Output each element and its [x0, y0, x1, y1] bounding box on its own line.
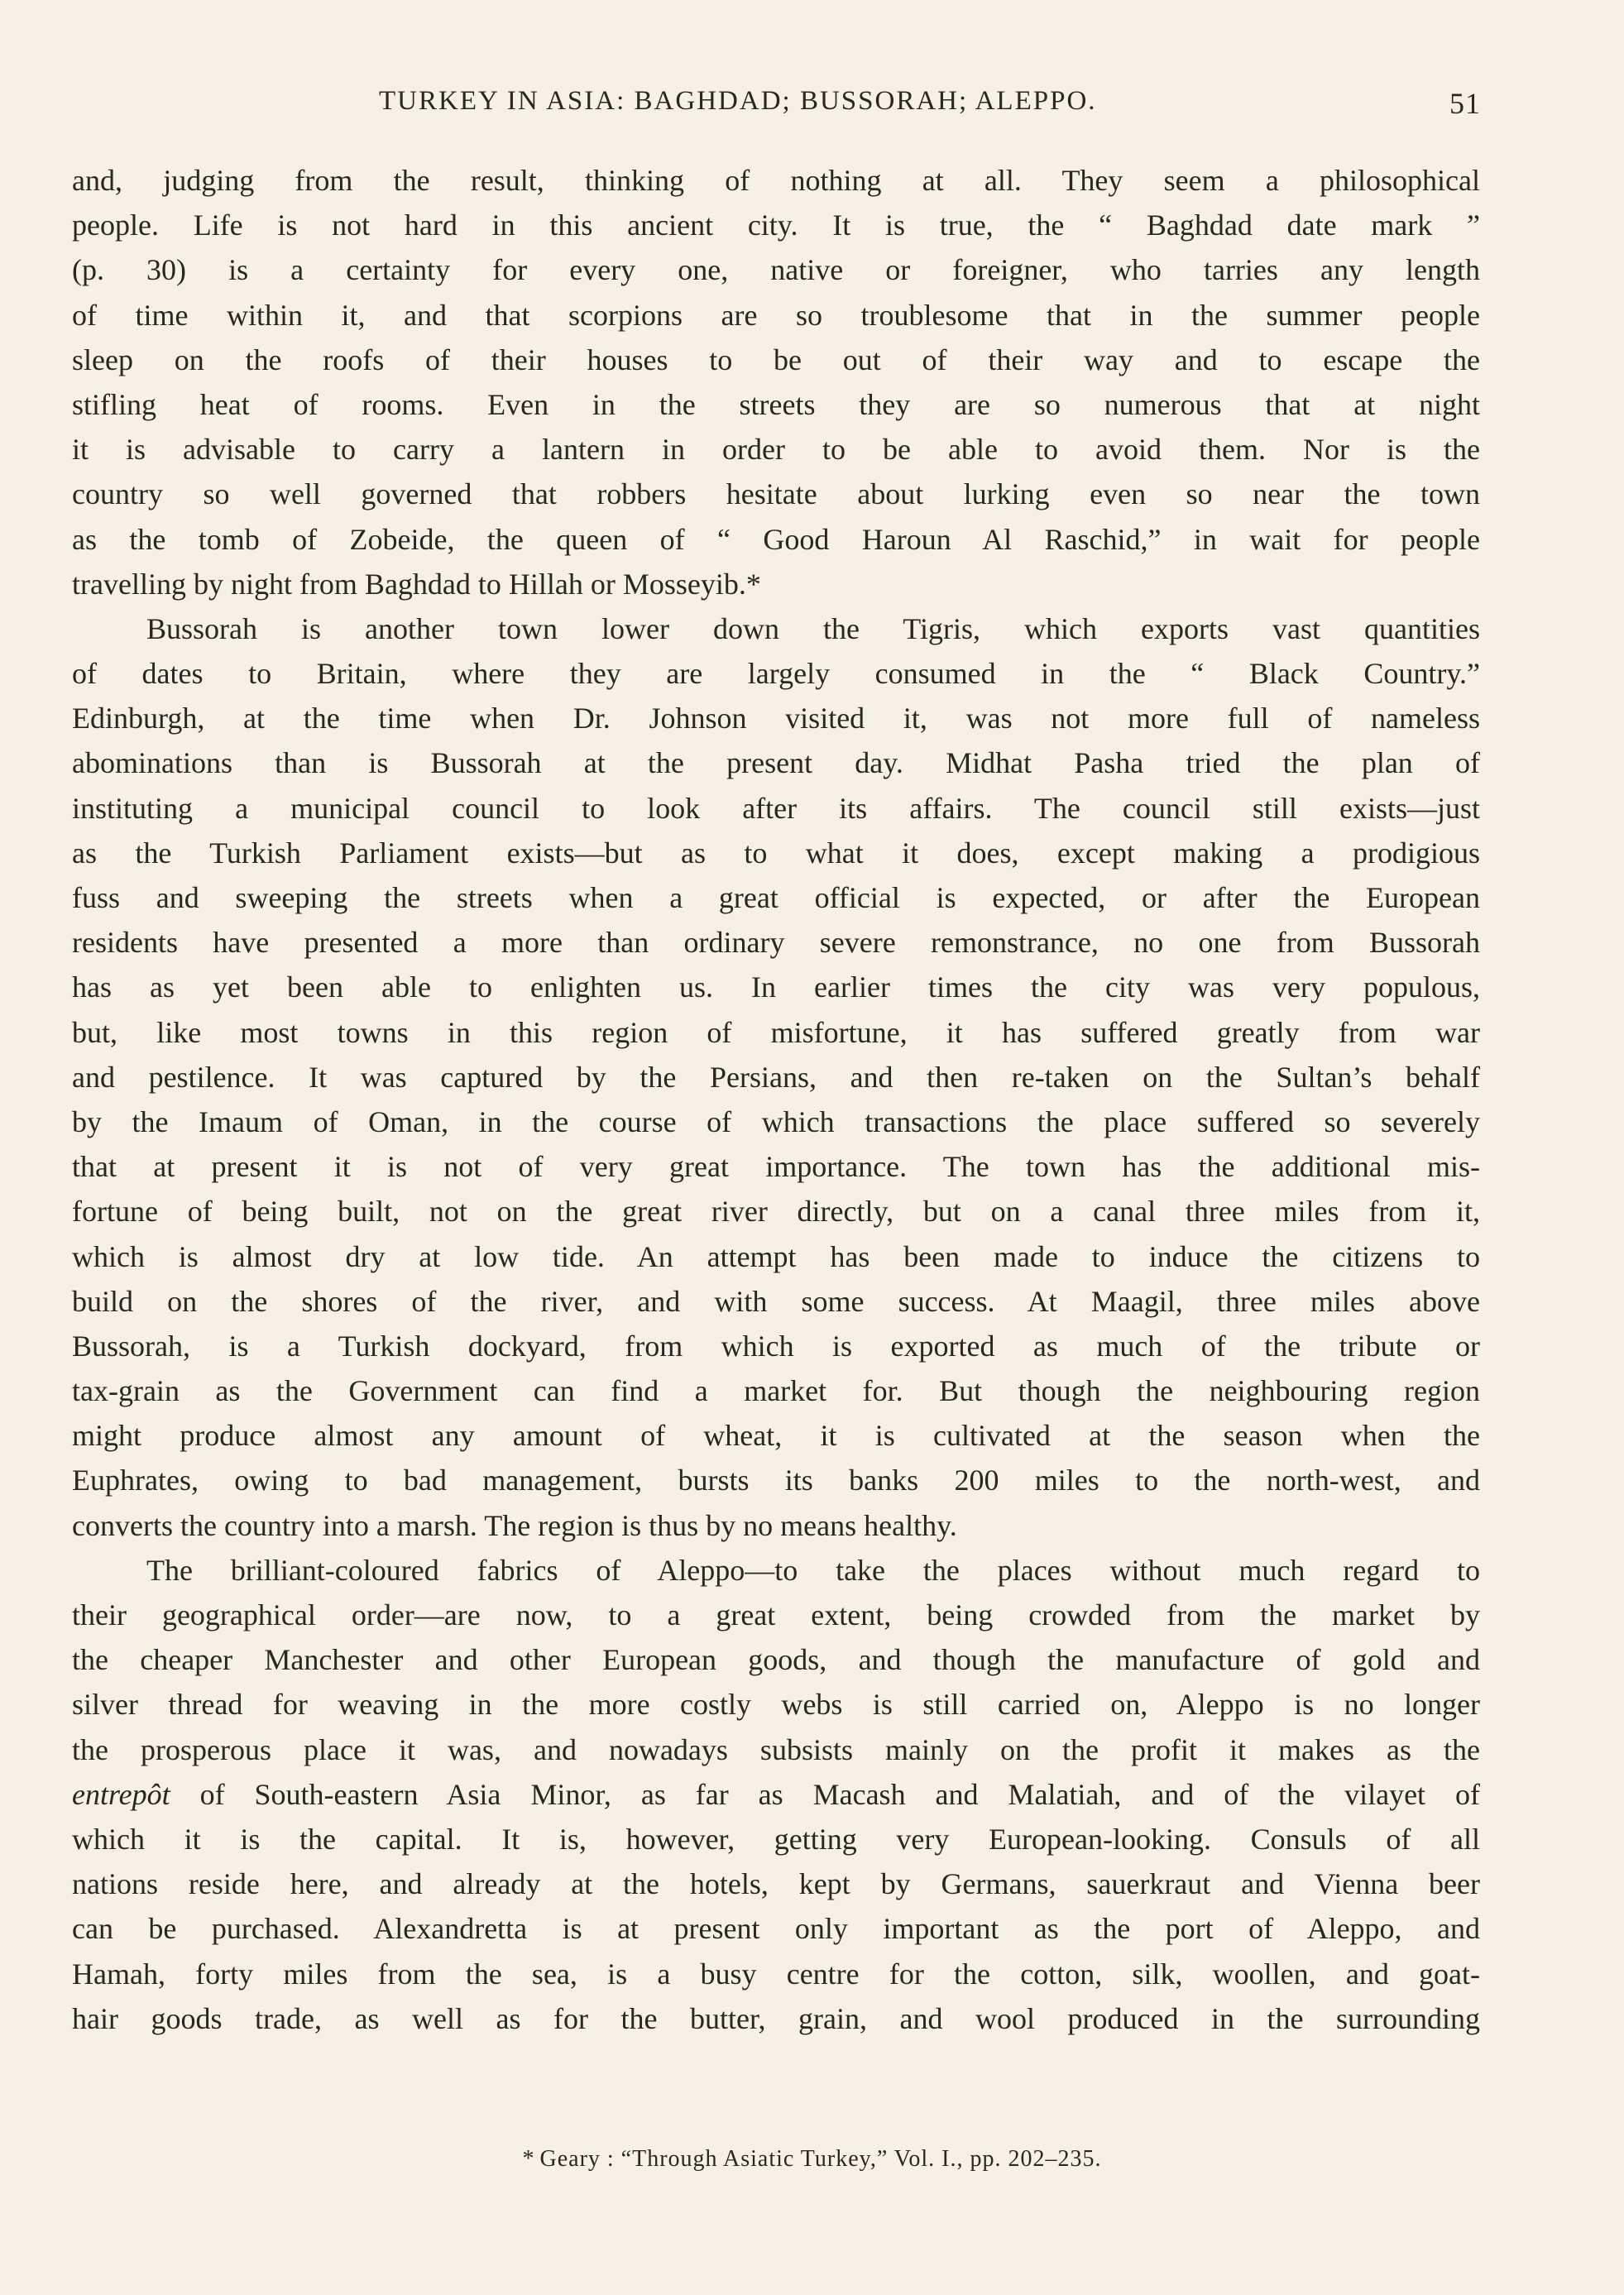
text-line: entrepôt of South-eastern Asia Minor, as far as Macash and Malatiah, and of the vilayet of [72, 1777, 1480, 1811]
text-line: as the tomb of Zobeide, the queen of “ Good Haroun Al Raschid,” in wait for people [72, 522, 1480, 556]
footnote [0, 2146, 1624, 2173]
text-line: stifling heat of rooms. Even in the streets they are so numerous that at night [72, 387, 1480, 421]
text-line: Edinburgh, at the time when Dr. Johnson visited it, was not more full of nameless [72, 702, 1480, 735]
text-line: build on the shores of the river, and with some success. At Maagil, three miles above [72, 1284, 1480, 1318]
page-number: 51 [1449, 87, 1481, 120]
text-line: and pestilence. It was captured by the Persians, and then re-taken on the Sultan’s behalf [72, 1060, 1480, 1094]
text-line: converts the country into a marsh. The region is thus by no means healthy. [72, 1508, 957, 1542]
italic-word: entrepôt [72, 1777, 170, 1811]
text-line: that at present it is not of very great importance. The town has the additional mis- [72, 1150, 1480, 1184]
text-line: has as yet been able to enlighten us. In earlier times the city was very populous, [72, 970, 1480, 1004]
running-title: TURKEY IN ASIA: BAGHDAD; BUSSORAH; ALEPPO. [379, 86, 1097, 116]
footnote-text: Geary : “Through Asiatic Turkey,” Vol. I., pp. 202–235. [539, 2146, 1102, 2172]
text-line: country so well governed that robbers hesitate about lurking even so near the town [72, 477, 1480, 511]
text-line: hair goods trade, as well as for the butter, grain, and wool produced in the surrounding [72, 2001, 1480, 2035]
text-line: tax-grain as the Government can find a market for. But though the neighbouring region [72, 1374, 1480, 1408]
text-line: fortune of being built, not on the great river directly, but on a canal three miles from it, [72, 1195, 1480, 1229]
text-line: and, judging from the result, thinking of nothing at all. They seem a philosophical [72, 164, 1480, 197]
footnote-mark: * [522, 2146, 535, 2172]
text-line: it is advisable to carry a lantern in order to be able to avoid them. Nor is the [72, 433, 1480, 467]
text-line: the cheaper Manchester and other European goods, and though the manufacture of gold and [72, 1643, 1480, 1677]
text-line: which it is the capital. It is, however, getting very European-looking. Consuls of all [72, 1822, 1480, 1856]
text-line: The brilliant-coloured fabrics of Aleppo—to take the places without much regard to [146, 1553, 1480, 1587]
text-line: Bussorah is another town lower down the Tigris, which exports vast quantities [146, 611, 1480, 645]
text-line: but, like most towns in this region of misfortune, it has suffered greatly from war [72, 1015, 1480, 1049]
text-line: by the Imaum of Oman, in the course of which transactions the place suffered so severely [72, 1104, 1480, 1138]
text-line: can be purchased. Alexandretta is at present only important as the port of Aleppo, and [72, 1912, 1480, 1946]
text-line: people. Life is not hard in this ancient city. It is true, the “ Baghdad date mark ” [72, 208, 1480, 242]
text-line: instituting a municipal council to look after its affairs. The council still exists—just [72, 791, 1480, 825]
text-line: the prosperous place it was, and nowadays subsists mainly on the profit it makes as the [72, 1732, 1480, 1766]
text-line: Bussorah, is a Turkish dockyard, from which is exported as much of the tribute or [72, 1329, 1480, 1363]
text-line: abominations than is Bussorah at the present day. Midhat Pasha tried the plan of [72, 746, 1480, 780]
text-line: Hamah, forty miles from the sea, is a busy centre for the cotton, silk, woollen, and goat- [72, 1957, 1480, 1991]
running-head [74, 86, 1481, 127]
text-line: nations reside here, and already at the hotels, kept by Germans, sauerkraut and Vienna beer [72, 1867, 1480, 1901]
text-line: (p. 30) is a certainty for every one, native or foreigner, who tarries any length [72, 253, 1480, 287]
text-line: which is almost dry at low tide. An attempt has been made to induce the citizens to [72, 1239, 1480, 1273]
text-line: sleep on the roofs of their houses to be out of their way and to escape the [72, 343, 1480, 376]
text-line: their geographical order—are now, to a great extent, being crowded from the market by [72, 1598, 1480, 1631]
text-line: Euphrates, owing to bad management, bursts its banks 200 miles to the north-west, and [72, 1464, 1480, 1497]
text-line: of time within it, and that scorpions are so troublesome that in the summer people [72, 298, 1480, 332]
text-line: fuss and sweeping the streets when a great official is expected, or after the European [72, 881, 1480, 914]
body-text [72, 158, 1480, 2041]
text-line: of dates to Britain, where they are largely consumed in the “ Black Country.” [72, 657, 1480, 691]
text-line: silver thread for weaving in the more costly webs is still carried on, Aleppo is no longer [72, 1688, 1480, 1722]
text-line: travelling by night from Baghdad to Hillah or Mosseyib.* [72, 567, 761, 601]
text-line: might produce almost any amount of wheat, it is cultivated at the season when the [72, 1419, 1480, 1453]
text-line: as the Turkish Parliament exists—but as to what it does, except making a prodigious [72, 836, 1480, 870]
text-line: residents have presented a more than ordinary severe remonstrance, no one from Bussorah [72, 926, 1480, 960]
